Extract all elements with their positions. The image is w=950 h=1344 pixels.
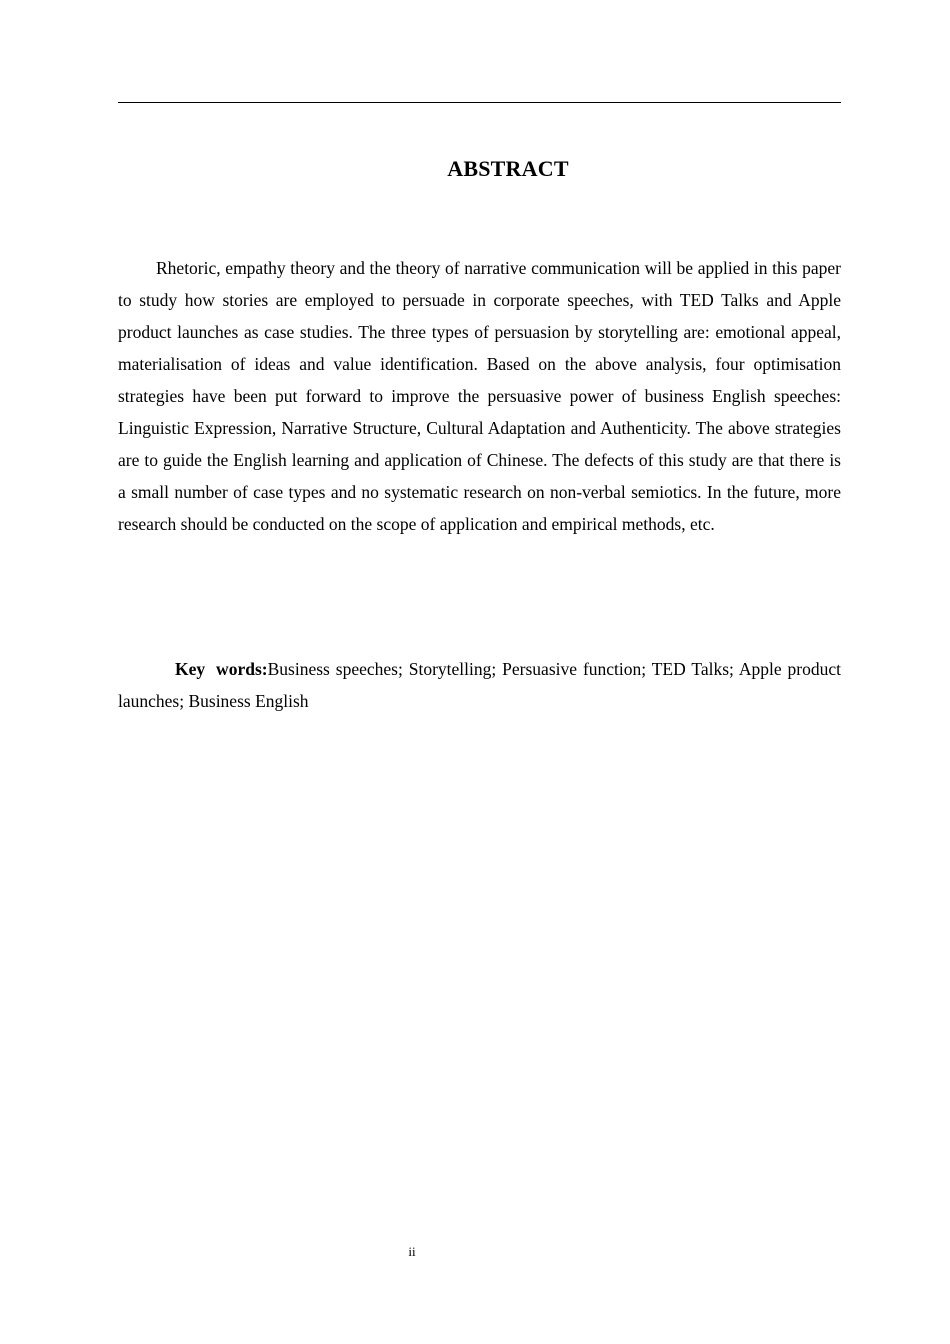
keywords-label: Key words: [175,659,268,679]
abstract-title: ABSTRACT [447,156,569,181]
keywords-paragraph [118,653,841,717]
header-rule [118,102,841,103]
abstract-paragraph: Rhetoric, empathy theory and the theory of narrative communication will be applied in this paper to study how stories are employed to persuade in corporate speeches, with TED Talks and Apple product launches as case studies. The three types of persuasion by storytelling are: emotional appeal, materialisation of ideas and value identification. Based on the above analysis, four optimisation strategies have been put forward to improve the persuasive power of business English speeches: Linguistic Expression, Narrative Structure, Cultural Adaptation and Authenticity. The above strategies are to guide the English learning and application of Chinese. The defects of this study are that there is a small number of case types and no systematic research on non-verbal semiotics. In the future, more research should be conducted on the scope of application and empirical methods, etc. [118,258,841,534]
page-number: ii [408,1244,416,1259]
keywords-list: Business speeches; Storytelling; Persuasive function; TED Talks; Apple product launches; Business English [118,659,841,711]
